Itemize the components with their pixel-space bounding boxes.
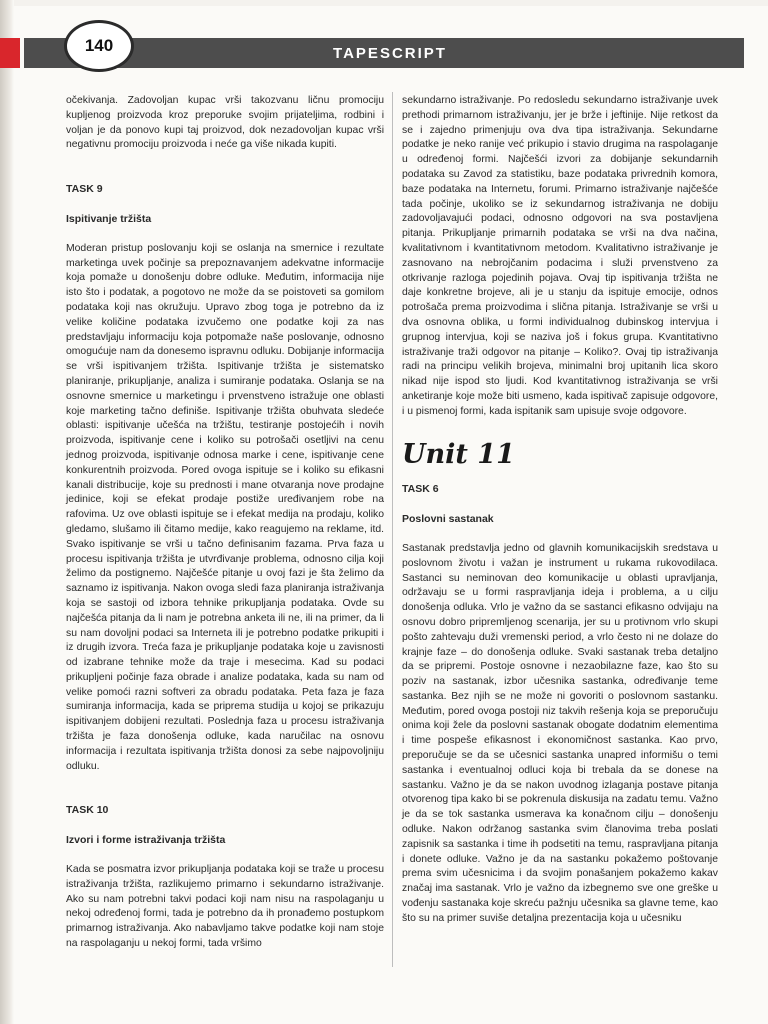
task-6-label: TASK 6	[402, 483, 439, 496]
task-6-body: Sastanak predstavlja jedno od glavnih komunikacijskih sredstava u poslovnom životu i važan je instrument u rukama rukovodilaca. Sastanci su neminovan deo komunikacije u oblasti upravljanja, održavaju se u formi raspravljanja ideja i problema, a u cilju donošenja odluka. Vrlo je važno da se sastanci efikasno odvijaju na osnovu dobro pripremljenog scenarija, jer su u protivnom vrlo skupi pošto zahtevaju duži vremenski period, a vrlo često ni ne dolaze do krajnje faze – do donošenja odluke. Svaki sastanak treba detaljno da se pripremi. Postoje osnovne i nezaobilazne faze, kao što su poziv na sastanak, izbor učesnika sastanka, određivanje teme sastanka. Bez njih se ne može ni govoriti o poslovnom sastanku. Međutim, pored ovoga postoji niz takvih rešenja koja se preporučuju onima koji žele da poslovni sastanak obogate dodatnim elementima i time pospeše efikasnost i ekonomičnost sastanka. Kao prvo, preporučuje se da se učesnici sastanka unapred informišu o temi sastanka i eventualnoj odluci koja bi trebala da se donese na sastanku. Važno je da se nakon uvodnog izlaganja postave pitanja otvorenog tipa kako bi se pokrenula diskusija na zadatu temu. Važno je da se tok sastanka usmerava ka konačnom cilju – donošenju odluke. Nakon održanog sastanka svim članovima treba poslati zapisnik sa sastanka i time ih podsetiti na temu, raspravljana pitanja i donete odluke. Važno je da na sastanku pokažemo poštovanje prema svim učesnicima i da svojim ponašanjem pokažemo kakav značaj ima sastanak. Vrlo je važno da izbegnemo sve one greške u vođenju sastanaka koje skreću pažnju učesnika sa glavne teme, kao što su na primer suviše detaljna prezentacija koja u učesniku	[402, 542, 718, 924]
task-10-title: Izvori i forme istraživanja tržišta	[66, 834, 226, 847]
page-number-badge: 140	[64, 20, 134, 72]
unit-title: Unit 11	[402, 438, 515, 470]
book-spine-shadow	[0, 0, 14, 1024]
paragraph-intro-left: očekivanja. Zadovoljan kupac vrši takozvanu ličnu promociju kupljenog proizvoda kroz preporuke svojim prijateljima, rodbini i voljan je da ponovo kupi taj proizvod, dok nezadovoljan kupac vrši negativnu promociju proizvoda i neće ga više nikada kupiti.	[66, 95, 384, 151]
task-9-body: Moderan pristup poslovanju koji se oslanja na smernice i rezultate marketinga uvek počinje sa prepoznavanjem adekvatne informacije koja pomaže u donošenju dobre odluke. Međutim, informacija nije isto što i podatak, a pogotovo ne može da se poistoveti sa gomilom podataka koji nas okružuju. Upravo zbog toga je potrebno da iz velike količine podataka izvučemo one podatke koji za nas predstavljaju informaciju koja potpomaže naše poslovanje, odnosno omogućuje nam da donesemo ispravnu odluku. Dobijanje informacija se vrši ispitivanjem tržišta. Ispitivanje tržišta je sistematsko planiranje, prikupljanje, analiza i sumiranje podataka. Oslanja se na osnovne smernice u marketingu i prvenstveno istražuje one oblasti koje marketing tačno definiše. Ispitivanje tržišta obuhvata sledeće oblasti: ispitivanje učešća na tržištu, testiranje postojećih i novih proizvoda, ispitivanje cene i koliko su potrošači osetljivi na cenu jednog proizvoda, ispitivanje odnosa marke i cene, ispitivanje cene konkurentnih proizvoda. Pored ovoga ispituje se i koliko su efikasni kanali distribucije, koje su prednosti i mane otvaranja nove prodajne jedinice, koji se efekat prodaje postiže uređivanjem robe na rafovima. Uz ove oblasti ispituje se i efekat medija na prodaju, koliko gledamo, slušamo ili čitamo medije, kako reagujemo na reklame, itd. Svako ispitivanje se vrši u tačno definisanim fazama. Prva faza u procesu ispitivanja tržišta je utvrđivanje problema, odnosno cilja koji želimo da postignemo. Najčešće pitanje u ovoj fazi je šta želimo da saznamo iz ispitivanja. Nakon ovoga sledi faza planiranja istraživanja koja se sastoji od izbora tehnike prikupljanja podataka. Ovde su najčešća pitanja da li nam je potrebna anketa ili ne, ili na primer, da li su nam dovoljni podaci sa Interneta ili je potrebno podatke prikupiti i iz drugih izvora. Treća faza je prikupljanje podataka koje u zavisnosti od izabrane tehnike može da traje i mesecima. Kad su podaci prikupljeni počinje faza obrade i analize podataka, kada su nam od velike pomoći razni softveri za obradu podataka. Peta faza je faza sumiranja informacija, kada se priprema studija u kojoj se prikazuju ispitivanjem dobijeni rezultati. Poslednja faza u procesu istraživanja tržišta je faza donošenja odluke, kada naručilac na osnovu informacija i rezultata ispitivanja tržišta donosi za sebe najpovoljniju odluku.	[66, 242, 384, 772]
section-title: TAPESCRIPT	[333, 44, 447, 62]
task-6-title: Poslovni sastanak	[402, 513, 494, 526]
paragraph-intro-right: sekundarno istraživanje. Po redosledu sekundarno istraživanje uvek prethodi primarnom istraživanju, jer je brže i jeftinije. Nije retkost da se i zajedno primenjuju ova dva tipa istraživanja. Sekundarne podatke je neko ranije već prikupio i stavio drugima na raspolaganje u određenoj formi. Najčešći izvori za dobijanje sekundarnih podataka su Zavod za statistiku, baze podataka privrednih komora, baze podataka na Internetu, forumi. Primarno istraživanje najčešće tada počinje, ukoliko se iz sekundarnog istraživanja ne dobiju zadovoljavajući podaci, odnosno odgovori na sva postavljena pitanja. Prikupljanje primarnih podataka se vrši na dva načina, kvalitativnom i kvantitativnom metodom. Kvalitativno istraživanje je zasnovano na nebrojčanim podacima i služi prvenstveno za otkrivanje razloga pojedinih pojava. Ovaj tip ispitivanja tržišta ne daje konkretne brojeve, ali je u stanju da ispituje emocije, odnos potrošača prema proizvodima i slična pitanja. Istraživanje se vrši u dva osnovna oblika, u formi individualnog dubinskog intervjua i grupnog intervjua, koji se naziva još i fokus grupa. Kvantitativno istraživanje traži odgovor na pitanje – Koliko?. Ovaj tip istraživanja radi na principu velikih brojeva, minimalni broj upitanih lica skoro nikad nije ispod sto ljudi. Kod kvantitativnog istraživanja se vrši anketiranje koje može biti usmeno, kada ispitivač zapisuje odgovore, i u pismenoj formi, kada ispitanik sam upisuje svoje odgovore.	[402, 95, 718, 417]
column-divider	[392, 92, 393, 967]
task-10-body: Kada se posmatra izvor prikupljanja podataka koji se traže u procesu istraživanja tržišta, razlikujemo primarno i sekundarno istraživanje. Ako su nam potrebni takvi podaci koji nam nisu na raspolaganju u nekoj određenoj formi, tada je potrebno da ih pronađemo postupkom primarnog istraživanja. Ako nabavljamo takve podatke koji nam stoje na raspolaganju u nekoj formi, tada vršimo	[66, 864, 384, 950]
red-edge-tab	[0, 38, 20, 68]
right-column	[402, 94, 718, 927]
task-9-title: Ispitivanje tržišta	[66, 212, 152, 225]
left-column	[66, 94, 384, 952]
task-9-label: TASK 9	[66, 183, 103, 196]
task-10-label: TASK 10	[66, 804, 109, 817]
